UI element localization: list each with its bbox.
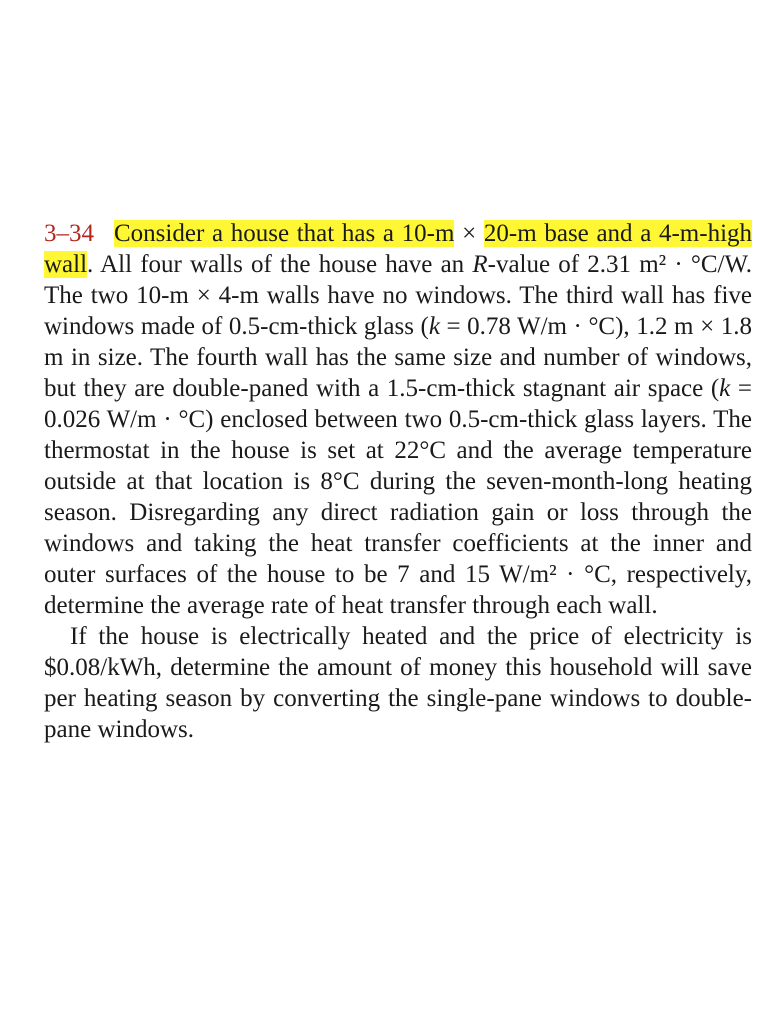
highlight-base-dimension: Consider a house that has a 10-m	[114, 220, 455, 247]
problem-paragraph-2: If the house is electrically heated and the price of electricity is $0.08/kWh, determine the amount of money this household will save per heating season by converting the single-pane windows to double-pane windows.	[44, 623, 752, 743]
paragraph-1-text-d: = 0.026 W/m · °C) enclosed between two 0.5-cm-thick glass layers. The thermostat in the house is set at 22°C and the average temperature outside at that location is 8°C during the seven-month-long heating season. Disregarding any direct radiation gain or loss through the windows and taking the heat transfer coefficients at the inner and outer surfaces of the house to be 7 and 15 W/m² · °C, respectively, determine the average rate of heat transfer through each wall.	[44, 375, 752, 619]
problem-number: 3–34	[44, 220, 94, 247]
problem-statement	[44, 218, 752, 745]
paragraph-1-text-a: . All four walls of the house have an	[87, 251, 473, 278]
r-variable: R	[472, 251, 488, 278]
highlight-wall-dimension: 20-m base and a 4-m-high wall	[44, 220, 753, 278]
paragraph-1-text-b: -value of 2.31 m² · °C/W. The two 10-m × 4-m walls have no windows. The third wall has five windows made of 0.5-cm-thick glass (	[44, 251, 752, 340]
paragraph-1-text-c: = 0.78 W/m · °C), 1.2 m × 1.8 m in size. The fourth wall has the same size and number of windows, but they are double-paned with a 1.5-cm-thick stagnant air space (	[44, 313, 752, 402]
k-variable-air: k	[719, 375, 731, 402]
times-symbol: ×	[462, 220, 477, 247]
problem-paragraph-1	[44, 218, 752, 621]
k-variable-glass: k	[428, 313, 440, 340]
